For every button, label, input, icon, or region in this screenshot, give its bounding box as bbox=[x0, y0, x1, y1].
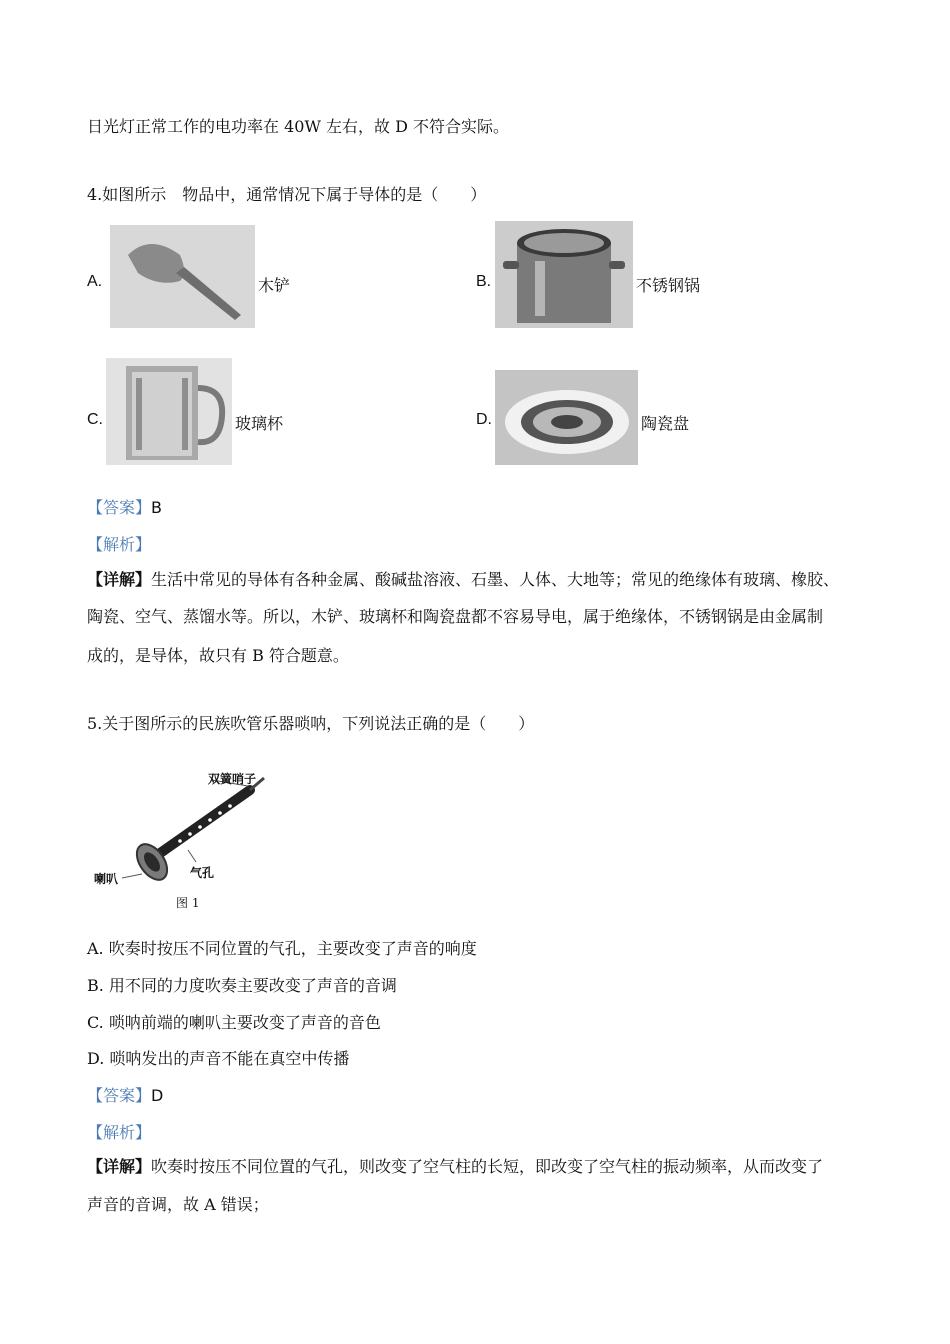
label-double-reed: 双簧哨子 bbox=[208, 772, 257, 786]
q4-detail-tag: 【详解】 bbox=[87, 570, 152, 589]
q4-answer-tag: 【答案】 bbox=[87, 498, 152, 517]
option-a-letter: A. bbox=[87, 273, 103, 290]
q4-detail-line-1 bbox=[87, 570, 839, 590]
label-air-hole: 气孔 bbox=[190, 866, 215, 880]
question-5-text: 5.关于图所示的民族吹管乐器唢呐，下列说法正确的是（ ） bbox=[87, 714, 535, 733]
q5-answer-value: D bbox=[151, 1086, 164, 1105]
label-horn: 喇叭 bbox=[94, 872, 119, 886]
q5-detail-line-1 bbox=[87, 1157, 823, 1177]
q5-detail-tag: 【详解】 bbox=[87, 1157, 152, 1176]
q4-analysis-tag: 【解析】 bbox=[87, 535, 152, 554]
stainless-pot-image bbox=[495, 221, 633, 328]
question-4-text: 4.如图所示 物品中，通常情况下属于导体的是（ ） bbox=[87, 185, 487, 204]
option-d-label: 陶瓷盘 bbox=[641, 414, 690, 433]
figure-caption: 图 1 bbox=[176, 896, 200, 910]
q5-answer bbox=[87, 1086, 163, 1106]
wooden-spatula-image bbox=[110, 225, 255, 328]
option-c-label: 玻璃杯 bbox=[235, 414, 284, 433]
suona-figure bbox=[92, 766, 272, 916]
option-b-letter: B. bbox=[476, 273, 492, 290]
q4-answer-value: B bbox=[151, 498, 162, 517]
q5-option-c: C. 唢呐前端的喇叭主要改变了声音的音色 bbox=[87, 1013, 381, 1032]
q4-detail-line-2: 陶瓷、空气、蒸馏水等。所以，木铲、玻璃杯和陶瓷盘都不容易导电，属于绝缘体，不锈钢锅是由金属制 bbox=[87, 607, 824, 626]
q4-answer bbox=[87, 498, 162, 518]
q5-option-a: A. 吹奏时按压不同位置的气孔，主要改变了声音的响度 bbox=[87, 939, 477, 958]
q5-answer-tag: 【答案】 bbox=[87, 1086, 152, 1105]
option-d-letter: D. bbox=[476, 411, 492, 428]
q5-option-b: B. 用不同的力度吹奏主要改变了声音的音调 bbox=[87, 976, 397, 995]
option-b-label: 不锈钢锅 bbox=[636, 276, 701, 295]
ceramic-plate-image bbox=[495, 370, 638, 465]
option-c-letter: C. bbox=[87, 411, 103, 428]
option-a-label: 木铲 bbox=[258, 276, 291, 295]
previous-answer-line: 日光灯正常工作的电功率在 40W 左右，故 D 不符合实际。 bbox=[87, 117, 509, 136]
q5-option-d: D. 唢呐发出的声音不能在真空中传播 bbox=[87, 1049, 350, 1068]
q5-detail-line-2: 声音的音调，故 A 错误； bbox=[87, 1195, 269, 1214]
glass-cup-image bbox=[106, 358, 232, 465]
q5-detail-text-1: 吹奏时按压不同位置的气孔，则改变了空气柱的长短，即改变了空气柱的振动频率，从而改变了 bbox=[151, 1157, 824, 1176]
q4-detail-text-1: 生活中常见的导体有各种金属、酸碱盐溶液、石墨、人体、大地等；常见的绝缘体有玻璃、橡胶、 bbox=[151, 570, 840, 589]
q4-detail-line-3: 成的，是导体，故只有 B 符合题意。 bbox=[87, 646, 349, 665]
q5-analysis-tag: 【解析】 bbox=[87, 1123, 152, 1142]
